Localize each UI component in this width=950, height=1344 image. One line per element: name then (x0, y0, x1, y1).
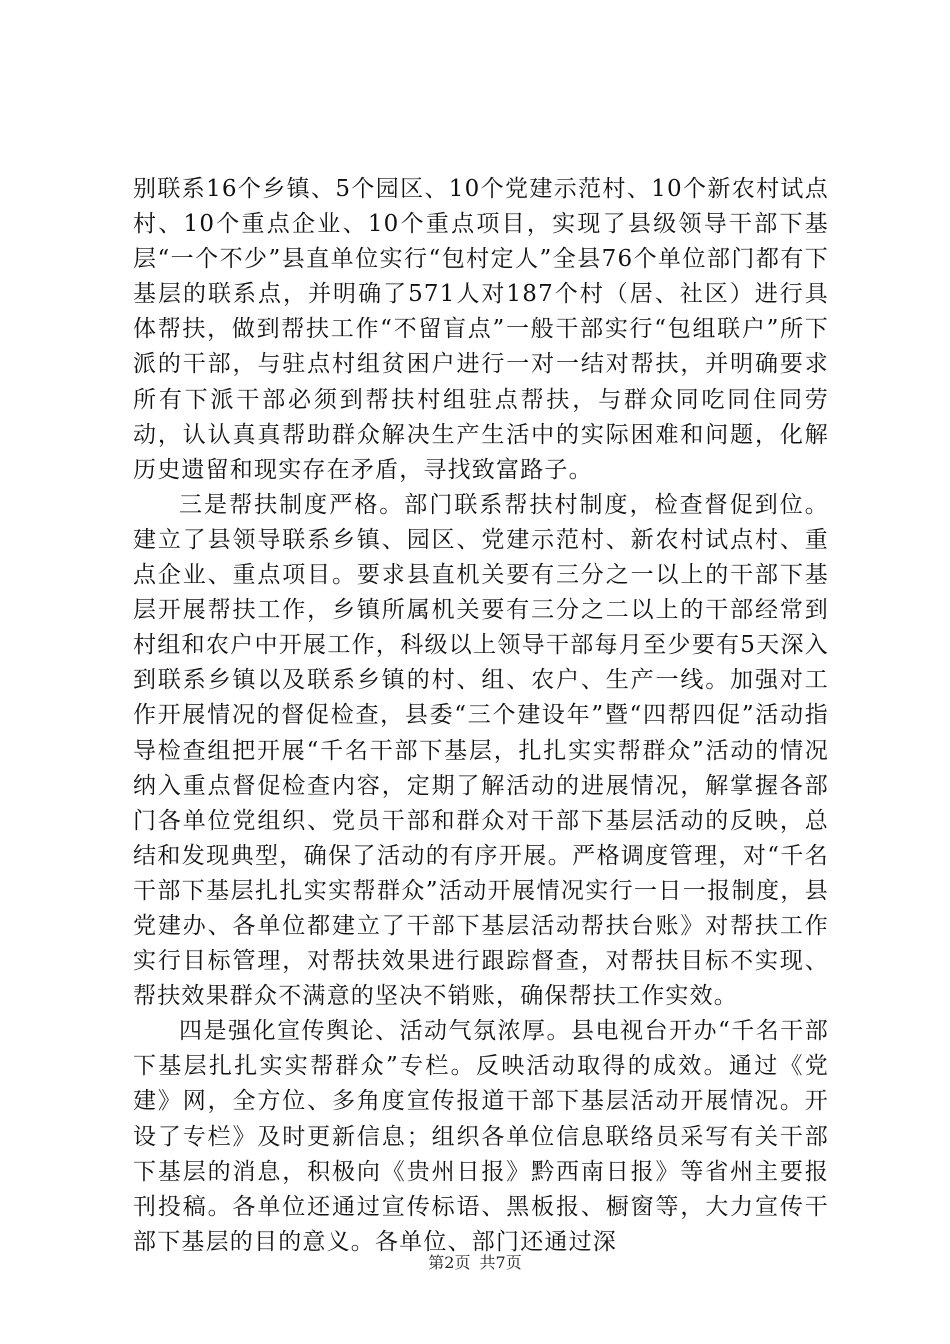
document-body (133, 172, 829, 1260)
page-total: 共7页 (479, 1253, 522, 1272)
page-footer (0, 1250, 950, 1273)
page-number: 第2页 (428, 1253, 471, 1272)
paragraph-2: 三是帮扶制度严格。部门联系帮扶村制度，检查督促到位。建立了县领导联系乡镇、园区、党建示范村、新农村试点村、重点企业、重点项目。要求县直机关要有三分之一以上的干部下基层开展帮扶工作，乡镇所属机关要有三分之二以上的干部经常到村组和农户中开展工作，科级以上领导干部每月至少要有5天深入到联系乡镇以及联系乡镇的村、组、农户、生产一线。加强对工作开展情况的督促检查，县委“三个建设年”暨“四帮四促”活动指导检查组把开展“千名干部下基层，扎扎实实帮群众”活动的情况纳入重点督促检查内容，定期了解活动的进展情况，解掌握各部门各单位党组织、党员干部和群众对干部下基层活动的反映，总结和发现典型，确保了活动的有序开展。严格调度管理，对“千名干部下基层扎扎实实帮群众”活动开展情况实行一日一报制度，县党建办、各单位都建立了干部下基层活动帮扶台账》对帮扶工作实行目标管理，对帮扶效果进行跟踪督查，对帮扶目标不实现、帮扶效果群众不满意的坚决不销账，确保帮扶工作实效。 (133, 491, 829, 1010)
paragraph-3: 四是强化宣传舆论、活动气氛浓厚。县电视台开办“千名干部下基层扎扎实实帮群众”专栏。反映活动取得的成效。通过《党建》网，全方位、多角度宣传报道干部下基层活动开展情况。开设了专栏》及时更新信息；组织各单位信息联络员采写有关干部下基层的消息，积极向《贵州日报》黔西南日报》等省州主要报刊投稿。各单位还通过宣传标语、黑板报、橱窗等，大力宣传干部下基层的目的意义。各单位、部门还通过深 (133, 1018, 829, 1255)
paragraph-1: 别联系16个乡镇、5个园区、10个党建示范村、10个新农村试点村、10个重点企业、10个重点项目，实现了县级领导干部下基层“一个不少”县直单位实行“包村定人”全县76个单位部门都有下基层的联系点，并明确了571人对187个村（居、社区）进行具体帮扶，做到帮扶工作“不留盲点”一般干部实行“包组联户”所下派的干部，与驻点村组贫困户进行一对一结对帮扶，并明确要求所有下派干部必须到帮扶村组驻点帮扶，与群众同吃同住同劳动，认认真真帮助群众解决生产生活中的实际困难和问题，化解历史遗留和现实存在矛盾，寻找致富路子。 (133, 176, 829, 483)
